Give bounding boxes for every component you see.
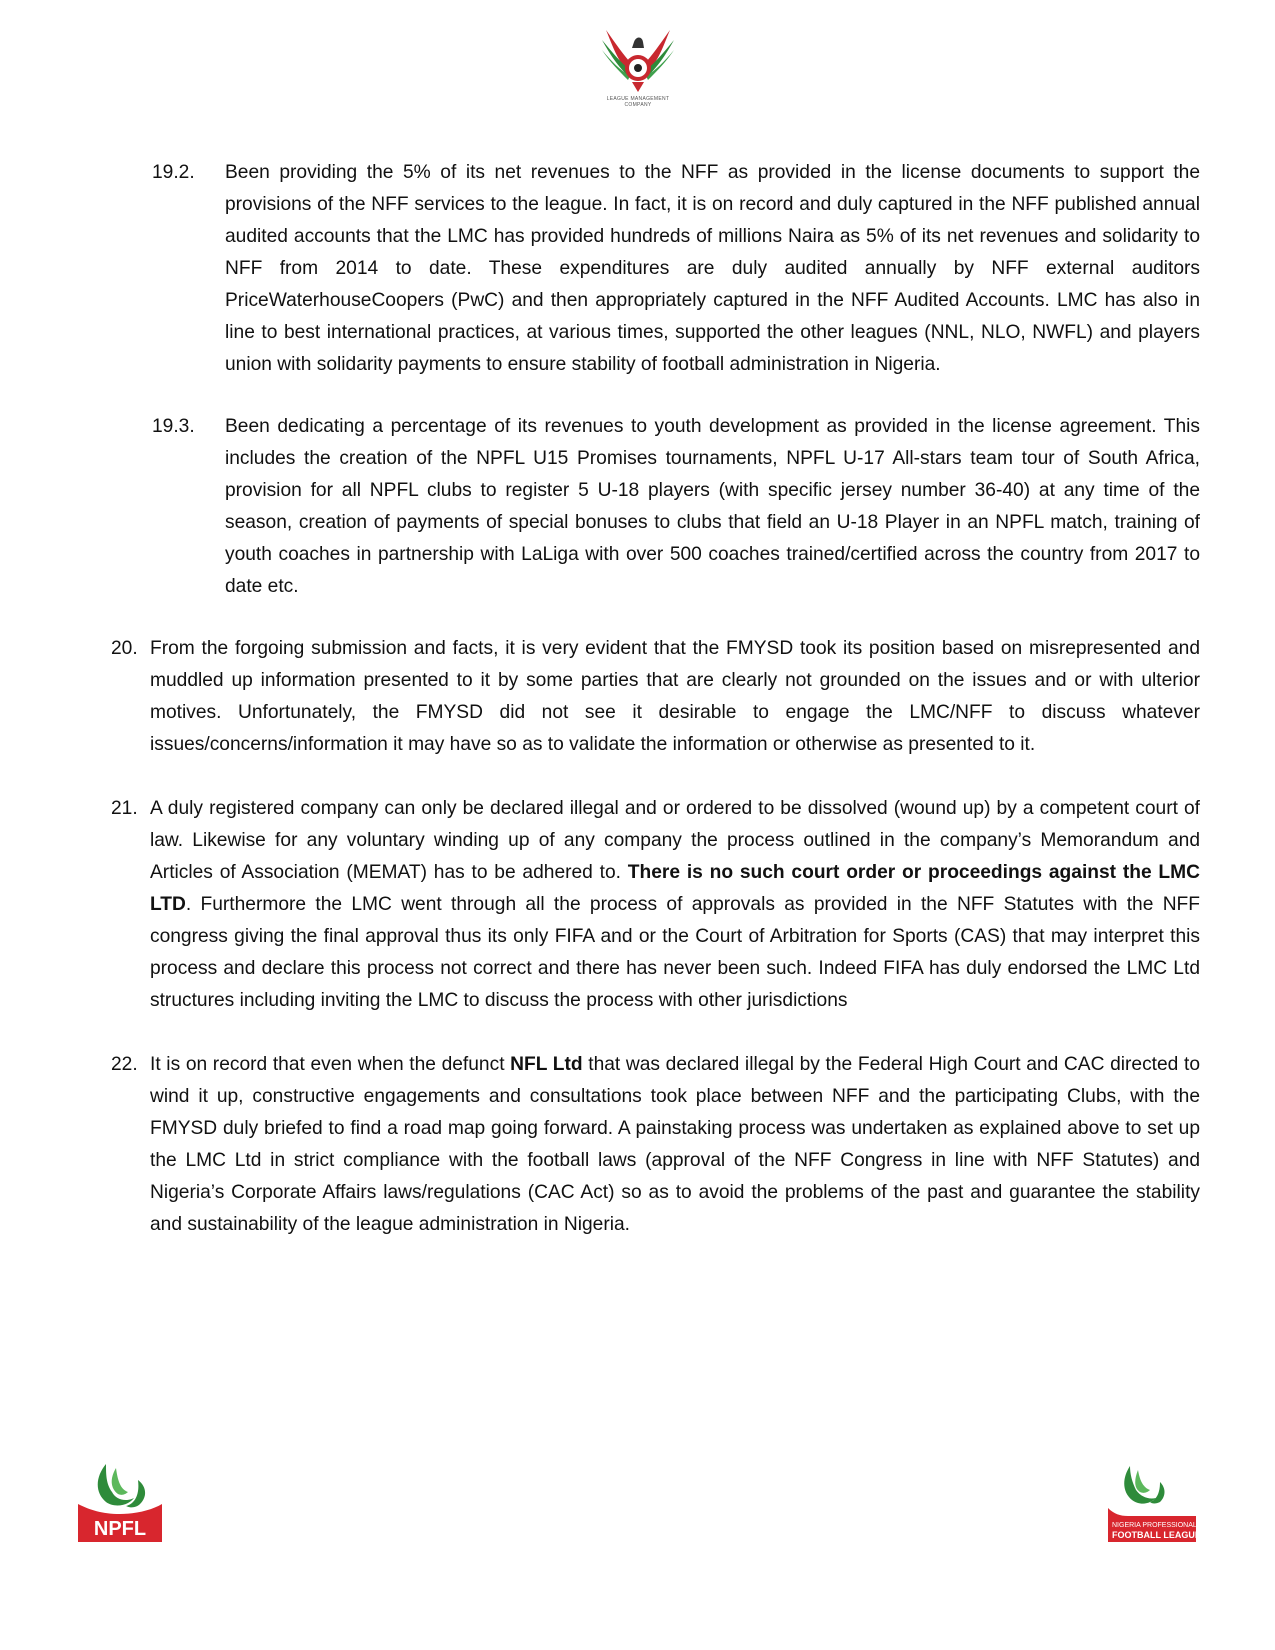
document-body xyxy=(0,157,1275,1241)
paragraph-text xyxy=(150,793,1200,1017)
paragraph-text-before-bold: It is on record that even when the defunct xyxy=(150,1054,511,1075)
paragraph-19-3 xyxy=(152,411,1200,603)
npfl-logo-right xyxy=(1104,1458,1200,1548)
paragraph-number: 19.2. xyxy=(152,162,195,183)
paragraph-number: 20. xyxy=(111,638,138,659)
paragraph-text-after-bold: that was declared illegal by the Federal High Court and CAC directed to wind it up, constructive engagements and consultations took place between NFF and the participating Clubs, with the FMYSD duly briefed to find a road map going forward. A painstaking process was undertaken as explained above to set up the LMC Ltd in strict compliance with the football laws (approval of the NFF Congress in line with NFF Statutes) and Nigeria’s Corporate Affairs laws/regulations (CAC Act) so as to avoid the problems of the past and guarantee the stability and sustainability of the league administration in Nigeria. xyxy=(150,1054,1200,1235)
lmc-caption-line2: COMPANY xyxy=(624,102,652,108)
paragraph-text xyxy=(150,1049,1200,1241)
lmc-caption-line1: LEAGUE MANAGEMENT xyxy=(606,96,670,102)
paragraph-text: Been dedicating a percentage of its revenues to youth development as provided in the license agreement. This includes the creation of the NPFL U15 Promises tournaments, NPFL U-17 All-stars team tour of South Africa, provision for all NPFL clubs to register 5 U-18 players (with specific jersey number 36-40) at any time of the season, creation of payments of special bonuses to clubs that field an U-18 Player in an NPFL match, training of youth coaches in partnership with LaLiga with over 500 coaches trained/certified across the country from 2017 to date etc. xyxy=(225,416,1200,597)
paragraph-text: Been providing the 5% of its net revenues to the NFF as provided in the license documents to support the provisions of the NFF services to the league. In fact, it is on record and duly captured in the NFF published annual audited accounts that the LMC has provided hundreds of millions Naira as 5% of its net revenues and solidarity to NFF from 2014 to date. These expenditures are duly audited annually by NFF external auditors PriceWaterhouseCoopers (PwC) and then appropriately captured in the NFF Audited Accounts. LMC has also in line to best international practices, at various times, supported the other leagues (NNL, NLO, NWFL) and players union with solidarity payments to ensure stability of football administration in Nigeria. xyxy=(225,162,1200,375)
paragraph-bold-emphasis: There is no such court order or proceedings against the LMC LTD xyxy=(150,862,1200,915)
paragraph-number: 21. xyxy=(111,798,138,819)
paragraph-21 xyxy=(111,793,1200,1017)
lmc-logo-caption xyxy=(598,96,678,108)
paragraph-number: 22. xyxy=(111,1054,138,1075)
paragraph-text-before-bold: A duly registered company can only be declared illegal and or ordered to be dissolved (wound up) by a competent court of law. Likewise for any voluntary winding up of any company the process outlined in the company’s Memorandum and Articles of Association (MEMAT) has to be adhered to. xyxy=(150,798,1200,883)
paragraph-text-after-bold: . Furthermore the LMC went through all the process of approvals as provided in the NFF Statutes with the NFF congress giving the final approval thus its only FIFA and or the Court of Arbitration for Sports (CAS) that may interpret this process and declare this process not correct and there has never been such. Indeed FIFA has duly endorsed the LMC Ltd structures including inviting the LMC to discuss the process with other jurisdictions xyxy=(150,894,1200,1011)
paragraph-20 xyxy=(111,633,1200,761)
paragraph-bold-emphasis: NFL Ltd xyxy=(510,1054,583,1075)
paragraph-text: From the forgoing submission and facts, it is very evident that the FMYSD took its position based on misrepresented and muddled up information presented to it by some parties that are clearly not grounded on the issues and or with ulterior motives. Unfortunately, the FMYSD did not see it desirable to engage the LMC/NFF to discuss whatever issues/concerns/information it may have so as to validate the information or otherwise as presented to it. xyxy=(150,638,1200,755)
npfl-eagle-logo-icon xyxy=(1104,1458,1200,1548)
npfl-label-line2: FOOTBALL LEAGUE xyxy=(1112,1530,1200,1540)
paragraph-22 xyxy=(111,1049,1200,1241)
npfl-label: NPFL xyxy=(93,1518,147,1540)
paragraph-number: 19.3. xyxy=(152,416,195,437)
paragraph-19-2 xyxy=(152,157,1200,381)
npfl-eagle-logo-icon xyxy=(76,1458,166,1548)
npfl-label-line1: NIGERIA PROFESSIONAL xyxy=(1112,1522,1197,1529)
npfl-logo-left xyxy=(76,1458,166,1548)
